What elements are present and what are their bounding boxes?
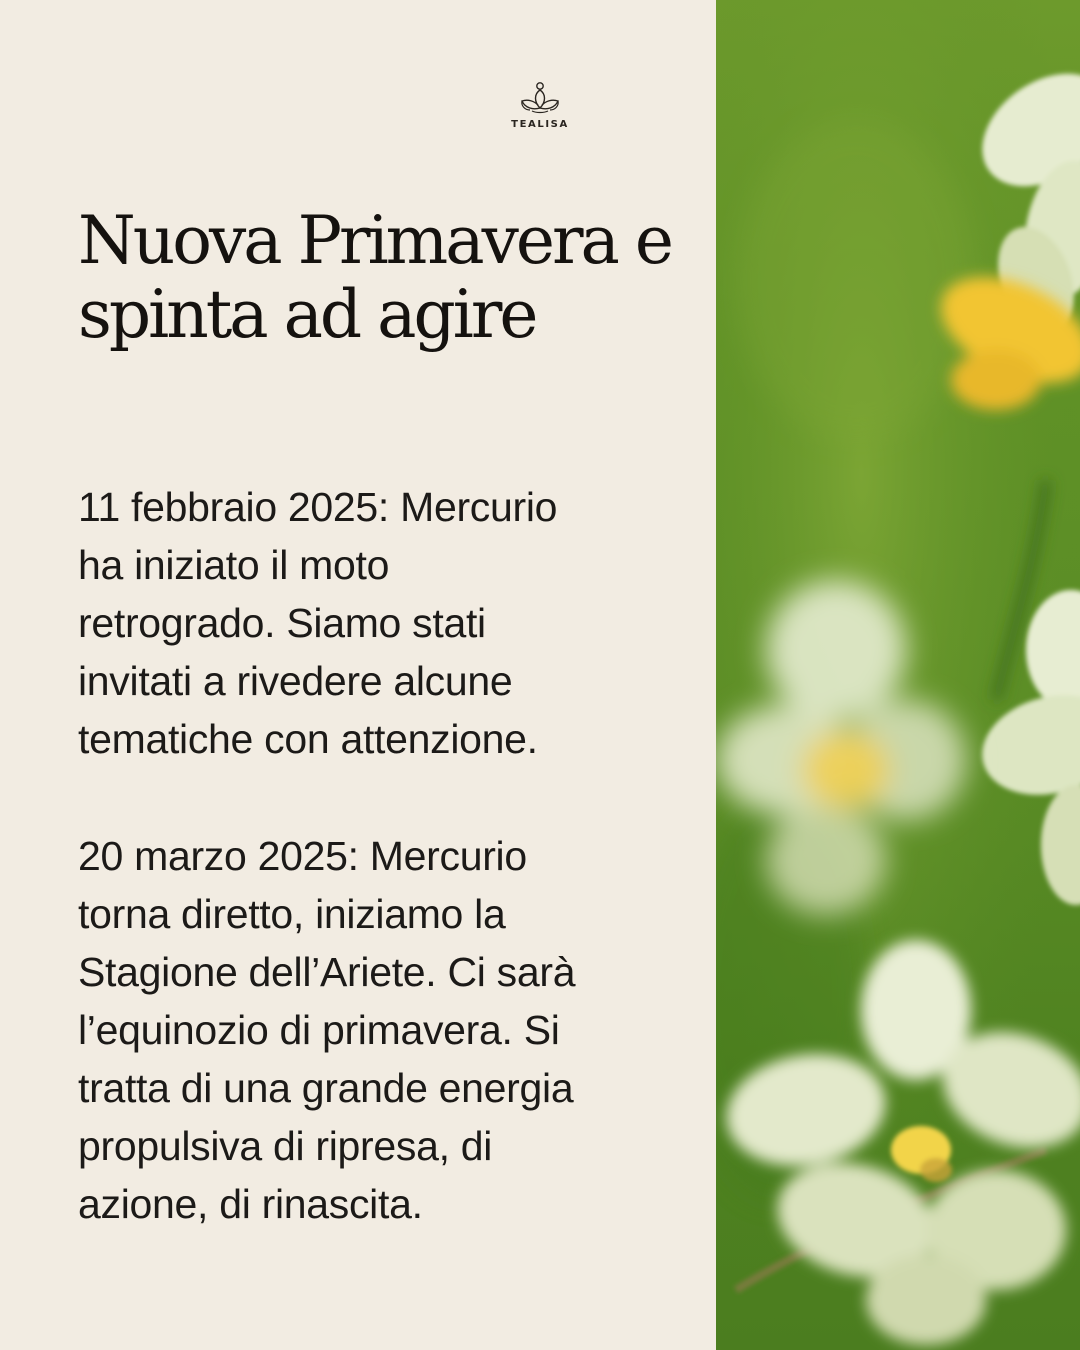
page-title: [78, 204, 698, 352]
title-line-2: spinta ad agire: [78, 276, 536, 353]
brand-name: TEALISA: [511, 119, 569, 130]
daffodil-photo: [716, 0, 1080, 1350]
paragraph-mercury-retrograde: 11 febbraio 2025: Mercurio ha iniziato il moto retrogrado. Siamo stati invitati a rivedere alcune tematiche con attenzione.: [78, 484, 558, 762]
brand-logo: [500, 80, 580, 130]
paragraph-mercury-direct: 20 marzo 2025: Mercurio torna diretto, iniziamo la Stagione dell’Ariete. Ci sarà l’equinozio di primavera. Si tratta di una grande energia propulsiva di ripresa, di azione, di rinascita.: [78, 833, 576, 1227]
lotus-icon: [519, 80, 561, 116]
title-line-1: Nuova Primavera e: [78, 202, 671, 279]
